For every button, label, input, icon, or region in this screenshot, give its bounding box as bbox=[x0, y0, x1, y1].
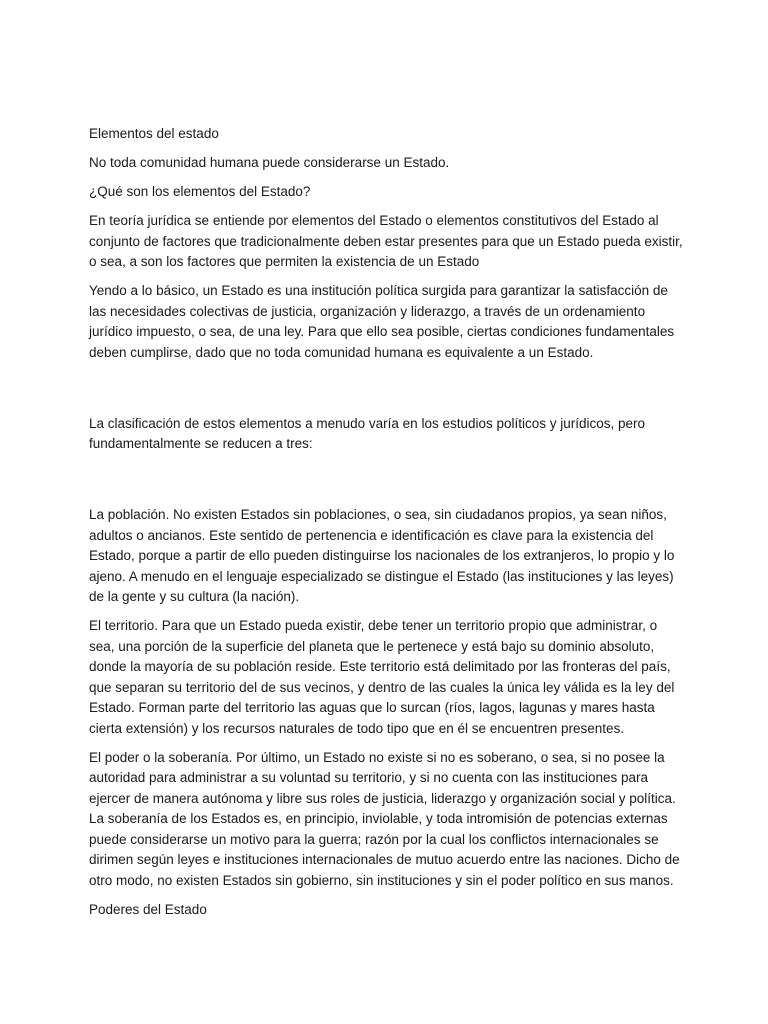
sovereignty-paragraph: El poder o la soberanía. Por último, un Estado no existe si no es soberano, o sea, si no posee la autoridad para administrar a su voluntad su territorio, y si no cuenta con las instituciones para ejercer de manera autónoma y libre sus roles de justicia, liderazgo y organización social y política. La soberanía de los Estados es, en principio, inviolable, y toda intromisión de potencias externas puede considerarse un motivo para la guerra; razón por la cual los conflictos internacionales se dirimen según leyes e instituciones internacionales de mutuo acuerdo entre las naciones. Dicho de otro modo, no existen Estados sin gobierno, sin instituciones y sin el poder político en sus manos. bbox=[89, 749, 680, 888]
document-page bbox=[89, 124, 685, 929]
question-paragraph: ¿Qué son los elementos del Estado? bbox=[89, 184, 311, 199]
section-heading: Poderes del Estado bbox=[89, 901, 207, 917]
intro-paragraph: No toda comunidad humana puede considerarse un Estado. bbox=[89, 155, 450, 170]
population-paragraph: La población. No existen Estados sin poblaciones, o sea, sin ciudadanos propios, ya sean niños, adultos o ancianos. Este sentido de pertenencia e identificación es clave para la existencia del Estado, porque a partir de ello pueden distinguirse los nacionales de los extranjeros, lo propio y lo ajeno. A menudo en el lenguaje especializado se distingue el Estado (las instituciones y las leyes) de la gente y su cultura (la nación). bbox=[89, 507, 675, 604]
basics-paragraph: Yendo a lo básico, un Estado es una institución política surgida para garantizar la satisfacción de las necesidades colectivas de justicia, organización y liderazgo, a través de un ordenamiento jurídico impuesto, o sea, de una ley. Para que ello sea posible, ciertas condiciones fundamentales deben cumplirse, dado que no toda comunidad humana es equivalente a un Estado. bbox=[89, 283, 675, 360]
classification-paragraph: La clasificación de estos elementos a menudo varía en los estudios políticos y jurídicos, pero fundamentalmente se reducen a tres: bbox=[89, 415, 646, 451]
document-title: Elementos del estado bbox=[89, 126, 219, 141]
blank-line bbox=[89, 372, 685, 414]
territory-paragraph: El territorio. Para que un Estado pueda existir, debe tener un territorio propio que administrar, o sea, una porción de la superficie del planeta que le pertenece y está bajo su dominio absoluto, donde la mayoría de su población reside. Este territorio está delimitado por las fronteras del país, que separan su territorio del de sus vecinos, y dentro de las cuales la única ley válida es la ley del Estado. Forman parte del territorio las aguas que lo surcan (ríos, lagos, lagunas y mares hasta cierta extensión) y los recursos naturales de todo tipo que en él se encuentren presentes. bbox=[89, 618, 675, 736]
blank-line bbox=[89, 463, 685, 505]
definition-paragraph: En teoría jurídica se entiende por elementos del Estado o elementos constitutivos del Estado al conjunto de factores que tradicionalmente deben estar presentes para que un Estado pueda existir, o sea, a son los factores que permiten la existencia de un Estado bbox=[89, 213, 683, 269]
